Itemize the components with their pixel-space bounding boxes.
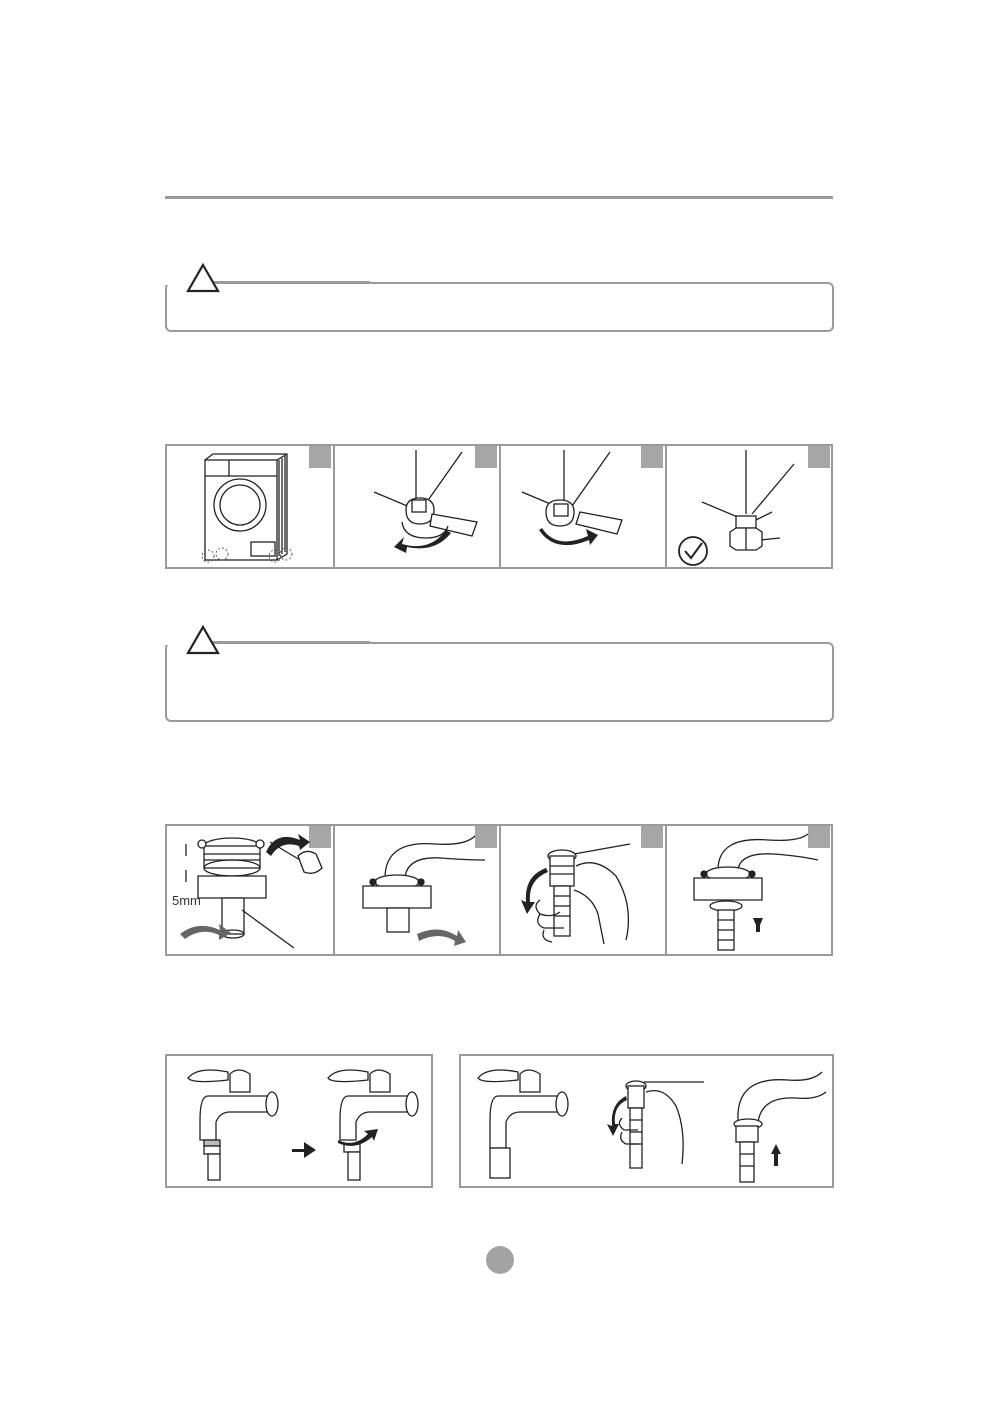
warning-triangle-icon: [186, 624, 220, 656]
caution-box-2: [165, 642, 834, 722]
foot-locked-illustration: [672, 450, 822, 565]
measurement-5mm: 5mm: [172, 893, 201, 908]
tap-connected-illustration: [470, 1060, 580, 1185]
checkmark-circle-icon: [679, 537, 707, 565]
washing-machine-illustration: [195, 450, 295, 565]
hose-sleeve-small-illustration: [600, 1060, 710, 1185]
step-badge-1: [309, 446, 331, 468]
step-badge-3: [641, 446, 663, 468]
adapter-hose-illustration: [345, 830, 495, 952]
wrench-loosen-illustration: [372, 450, 492, 565]
tap-illustration: [180, 1060, 290, 1185]
caution-box-1: [165, 282, 834, 332]
wrench-tighten-illustration: [520, 450, 640, 565]
hose-assembled-small-illustration: [720, 1060, 830, 1185]
warning-triangle-icon: [186, 262, 220, 294]
adapter-screw-illustration: [170, 830, 330, 952]
page-number-badge: [486, 1246, 514, 1274]
hose-assembled-illustration: [680, 830, 830, 952]
tap-with-adapter-illustration: [320, 1060, 430, 1185]
header-rule: [165, 196, 833, 199]
arrow-right-icon: [304, 1142, 318, 1158]
hose-sleeve-illustration: [510, 830, 660, 952]
